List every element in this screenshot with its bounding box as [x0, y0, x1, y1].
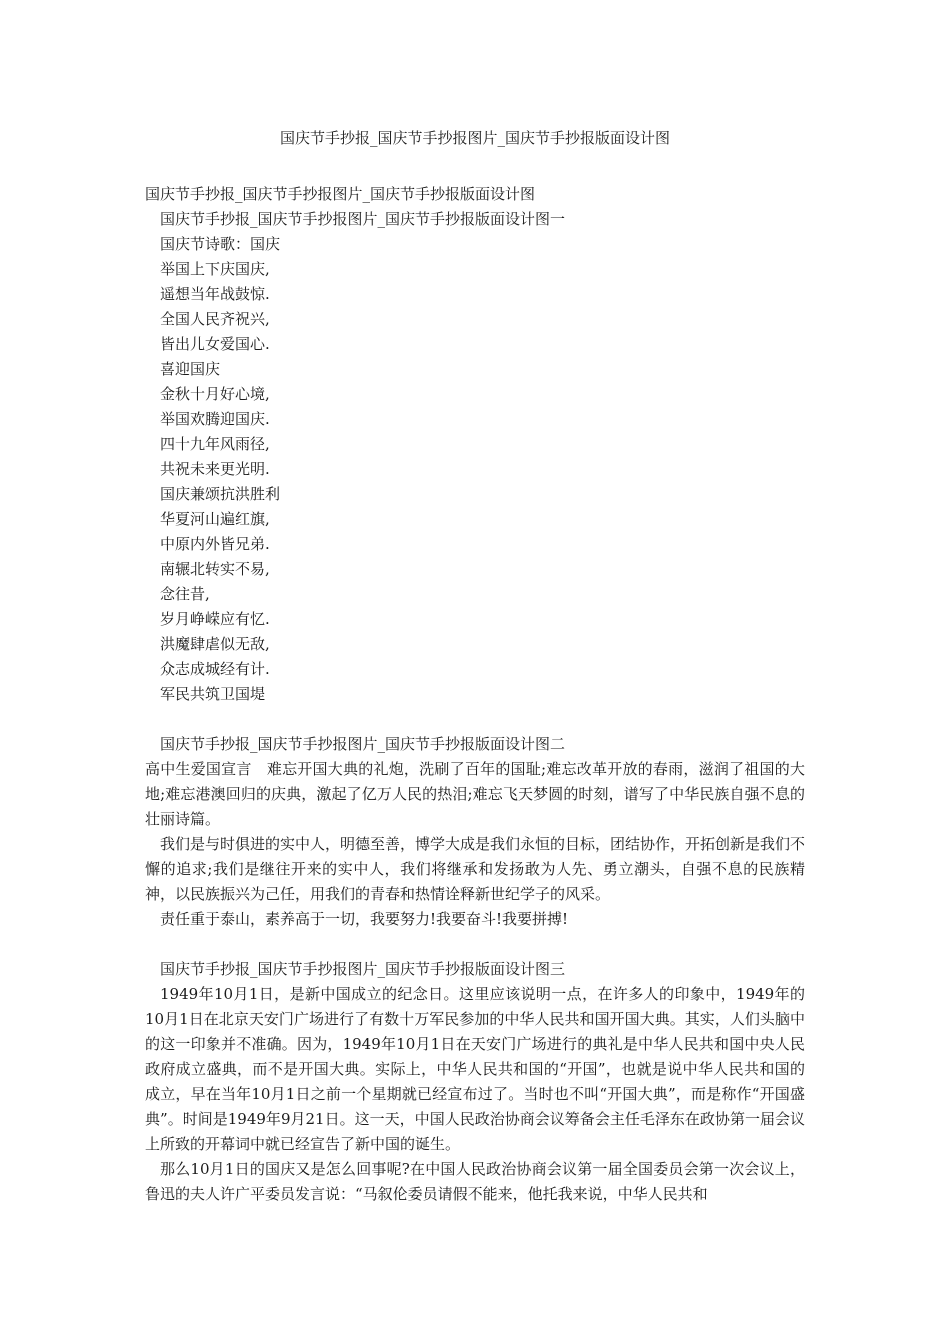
poem-line: 喜迎国庆	[160, 360, 221, 378]
document-heading: 国庆节手抄报_国庆节手抄报图片_国庆节手抄报版面设计图	[145, 185, 536, 203]
poem-line: 国庆兼颂抗洪胜利	[160, 485, 281, 503]
paragraph: 高中生爱国宣言 难忘开国大典的礼炮，洗刷了百年的国耻;难忘改革开放的春雨，滋润了祖国的大地;难忘港澳回归的庆典，激起了亿万人民的热泪;难忘飞天梦圆的时刻，谱写了中华民族自强不息的壮丽诗篇。	[145, 760, 805, 828]
poem-line: 念往昔,	[160, 585, 210, 603]
section2-heading: 国庆节手抄报_国庆节手抄报图片_国庆节手抄报版面设计图二	[160, 735, 566, 753]
poem-line: 军民共筑卫国堤	[160, 685, 266, 703]
poem-line: 举国上下庆国庆,	[160, 260, 270, 278]
poem-line: 华夏河山遍红旗,	[160, 510, 270, 528]
document-page	[145, 126, 805, 1207]
paragraph: 1949年10月1日，是新中国成立的纪念日。这里应该说明一点，在许多人的印象中，1949年的10月1日在北京天安门广场进行了有数十万军民参加的中华人民共和国开国大典。其实，人们头脑中的这一印象并不准确。因为，1949年10月1日在天安门广场进行的典礼是中华人民共和国中央人民政府成立盛典，而不是开国大典。实际上，中华人民共和国的“开国”，也就是说中华人民共和国的成立，早在当年10月1日之前一个星期就已经宣布过了。当时也不叫“开国大典”，而是称作“开国盛典”。时间是1949年9月21日。这一天，中国人民政治协商会议筹备会主任毛泽东在政协第一届会议上所致的开幕词中就已经宣告了新中国的诞生。	[145, 985, 805, 1153]
poem-line: 共祝未来更光明.	[160, 460, 270, 478]
poem-line: 全国人民齐祝兴,	[160, 310, 270, 328]
poem-line: 国庆节诗歌：国庆	[160, 235, 281, 253]
poem-line: 四十九年风雨径,	[160, 435, 270, 453]
paragraph: 那么10月1日的国庆又是怎么回事呢?在中国人民政治协商会议第一届全国委员会第一次会议上，鲁迅的夫人许广平委员发言说：“马叙伦委员请假不能来，他托我来说，中华人民共和	[145, 1160, 805, 1203]
paragraph: 责任重于泰山，素养高于一切，我要努力!我要奋斗!我要拼搏!	[160, 910, 569, 928]
poem-line: 岁月峥嵘应有忆.	[160, 610, 270, 628]
poem-line: 遥想当年战鼓惊.	[160, 285, 270, 303]
poem-line: 南辗北转实不易,	[160, 560, 270, 578]
poem-line: 洪魔肆虐似无敌,	[160, 635, 270, 653]
poem-block	[145, 232, 805, 707]
poem-line: 中原内外皆兄弟.	[160, 535, 270, 553]
document-title: 国庆节手抄报_国庆节手抄报图片_国庆节手抄报版面设计图	[279, 129, 670, 147]
paragraph: 我们是与时俱进的实中人，明德至善，博学大成是我们永恒的目标，团结协作，开拓创新是我们不懈的追求;我们是继往开来的实中人，我们将继承和发扬敢为人先、勇立潮头，自强不息的民族精神，以民族振兴为己任，用我们的青春和热情诠释新世纪学子的风采。	[145, 835, 806, 903]
poem-line: 众志成城经有计.	[160, 660, 270, 678]
poem-line: 举国欢腾迎国庆.	[160, 410, 270, 428]
section3-heading: 国庆节手抄报_国庆节手抄报图片_国庆节手抄报版面设计图三	[160, 960, 566, 978]
poem-line: 皆出儿女爱国心.	[160, 335, 270, 353]
spacer	[145, 707, 805, 732]
spacer	[145, 932, 805, 957]
poem-line: 金秋十月好心境,	[160, 385, 270, 403]
section1-heading: 国庆节手抄报_国庆节手抄报图片_国庆节手抄报版面设计图一	[160, 210, 566, 228]
